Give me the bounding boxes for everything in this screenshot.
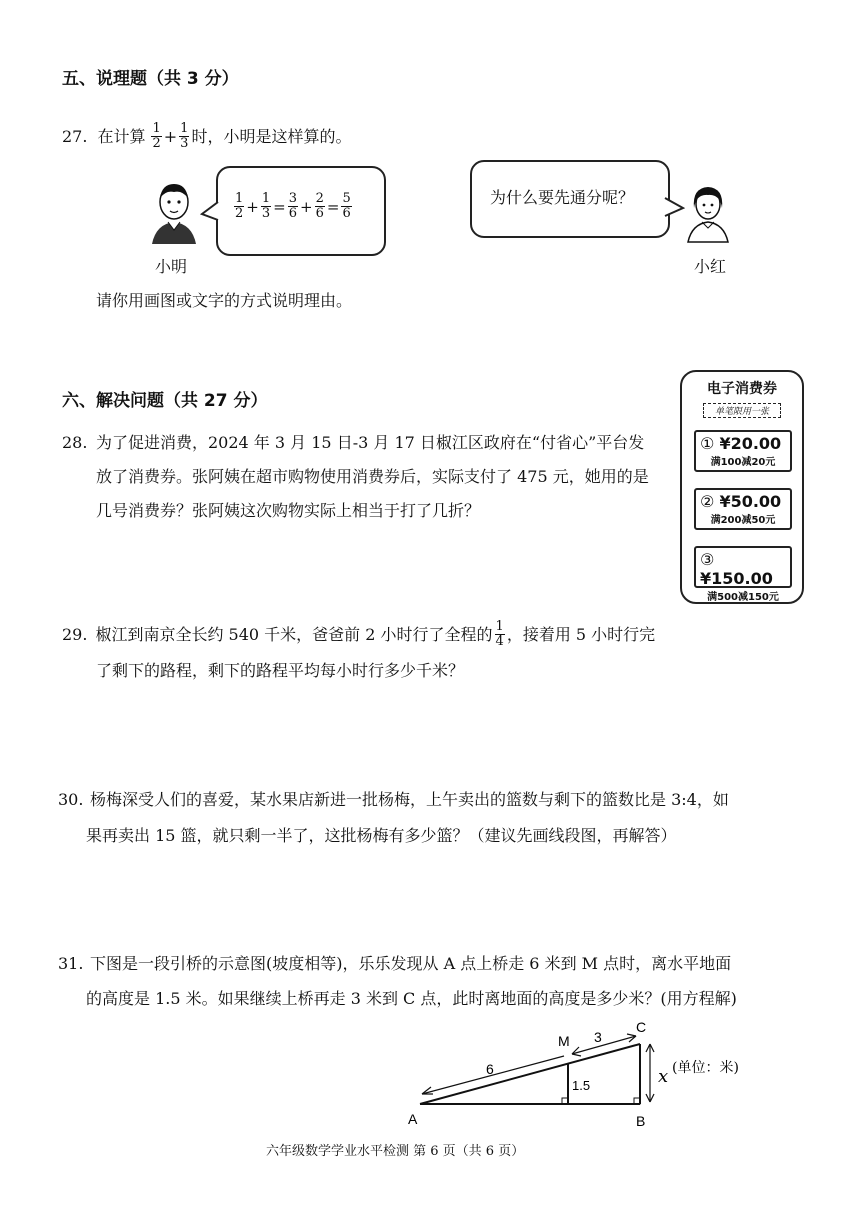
coupon-1-amount: ¥20.00 (719, 434, 782, 453)
q30-number: 30. (58, 790, 84, 809)
q27-number: 27. (62, 126, 88, 146)
len-mc-arrow (572, 1036, 636, 1054)
coupon-1-condition: 满100减20元 (710, 457, 776, 468)
fraction-one-fourth: $\frac{1}{4}$ (495, 619, 504, 649)
q30-line1: 杨梅深受人们的喜爱，某水果店新进一批杨梅，上午卖出的篮数与剩下的篮数比是 3:4，如 (90, 790, 729, 809)
q27-post: 时，小明是这样算的。 (191, 126, 352, 146)
label-height-m: 1.5 (572, 1078, 591, 1093)
coupon-3-amount: ¥150.00 (700, 569, 773, 588)
coupon-panel-title: 电子消费券 (707, 381, 777, 397)
fraction-one-half: $\frac{1}{2}$ (152, 121, 161, 151)
page-footer: 六年级数学学业水平检测 第 6 页（共 6 页） (266, 1144, 525, 1159)
xiaohong-bubble-tail (663, 196, 685, 220)
xiaohong-question: 为什么要先通分呢？ (490, 188, 635, 207)
q31-line2: 的高度是 1.5 米。如果继续上桥再走 3 米到 C 点，此时离地面的高度是多少米？(用方程解) (86, 989, 737, 1008)
q29-line2: 了剩下的路程，剩下的路程平均每小时行多少千米？ (96, 661, 465, 680)
q31-line1: 下图是一段引桥的示意图(坡度相等)，乐乐发现从 A 点上桥走 6 米到 M 点时，离水平地面 (90, 954, 732, 973)
coupon-3 (694, 546, 792, 603)
coupon-1-mark: ① (700, 434, 715, 453)
coupon-3-condition: 满500减150元 (707, 592, 779, 603)
xiaoming-calculation: $\frac{1}{2}$ + $\frac{1}{3}$ = $\frac{3}{6}$ + $\frac{2}{6}$ = $\frac{5}{6}$ (235, 191, 351, 221)
coupon-2-amount: ¥50.00 (719, 492, 782, 511)
coupon-panel (680, 370, 804, 604)
label-len-mc: 3 (594, 1029, 602, 1045)
q28-line1: 为了促进消费，2024 年 3 月 15 日-3 月 17 日椒江区政府在“付省心”平台发 (96, 433, 645, 452)
section5-title: 五、说理题（共 3 分） (62, 69, 239, 89)
xiaohong-speech-bubble (470, 160, 670, 238)
q27-pre: 在计算 (97, 126, 146, 146)
xiaoming-bubble-tail (200, 200, 220, 224)
coupon-2-mark: ② (700, 492, 715, 511)
q29-line1-post: ，接着用 5 小时行完 (506, 624, 656, 644)
label-unit: (单位：米) (672, 1060, 739, 1076)
q28-number: 28. (62, 433, 88, 452)
label-a: A (408, 1111, 418, 1127)
q29-number: 29. (62, 624, 88, 644)
xiaoming-speech-bubble (216, 166, 386, 256)
section6-title: 六、解决问题（共 27 分） (62, 391, 268, 411)
slope-line (420, 1044, 640, 1104)
q27-instruction: 请你用画图或文字的方式说明理由。 (96, 291, 353, 310)
label-c: C (636, 1019, 647, 1035)
xiaoming-avatar (148, 180, 200, 246)
q28-line3: 几号消费券？张阿姨这次购物实际上相当于打了几折？ (96, 501, 481, 520)
label-len-am: 6 (486, 1061, 494, 1077)
xiaohong-name: 小红 (694, 257, 727, 276)
xiaohong-avatar (684, 182, 732, 244)
q29-line1-pre: 椒江到南京全长约 540 千米，爸爸前 2 小时行了全程的 (95, 624, 493, 644)
q27-text: 27. 在计算 $\frac{1}{2}$ + $\frac{1}{3}$ 时，小明是这样算的。 (62, 121, 352, 151)
label-b: B (636, 1113, 646, 1129)
bridge-diagram (400, 1016, 760, 1134)
coupon-1 (694, 430, 792, 472)
coupon-2 (694, 488, 792, 530)
q30-line2: 果再卖出 15 篮，就只剩一半了，这批杨梅有多少篮？（建议先画线段图，再解答） (86, 826, 677, 845)
coupon-limit-note: 单笔限用一张 (703, 403, 781, 418)
coupon-3-mark: ③ (700, 550, 715, 569)
fraction-one-third: $\frac{1}{3}$ (180, 121, 189, 151)
q29-line1 (62, 620, 655, 649)
q31-number: 31. (58, 954, 84, 973)
label-height-x: x (658, 1066, 669, 1087)
label-m: M (558, 1033, 570, 1049)
coupon-2-condition: 满200减50元 (710, 515, 776, 526)
xiaoming-name: 小明 (155, 257, 188, 276)
q28-line2: 放了消费券。张阿姨在超市购物使用消费券后，实际支付了 475 元，她用的是 (96, 467, 649, 486)
